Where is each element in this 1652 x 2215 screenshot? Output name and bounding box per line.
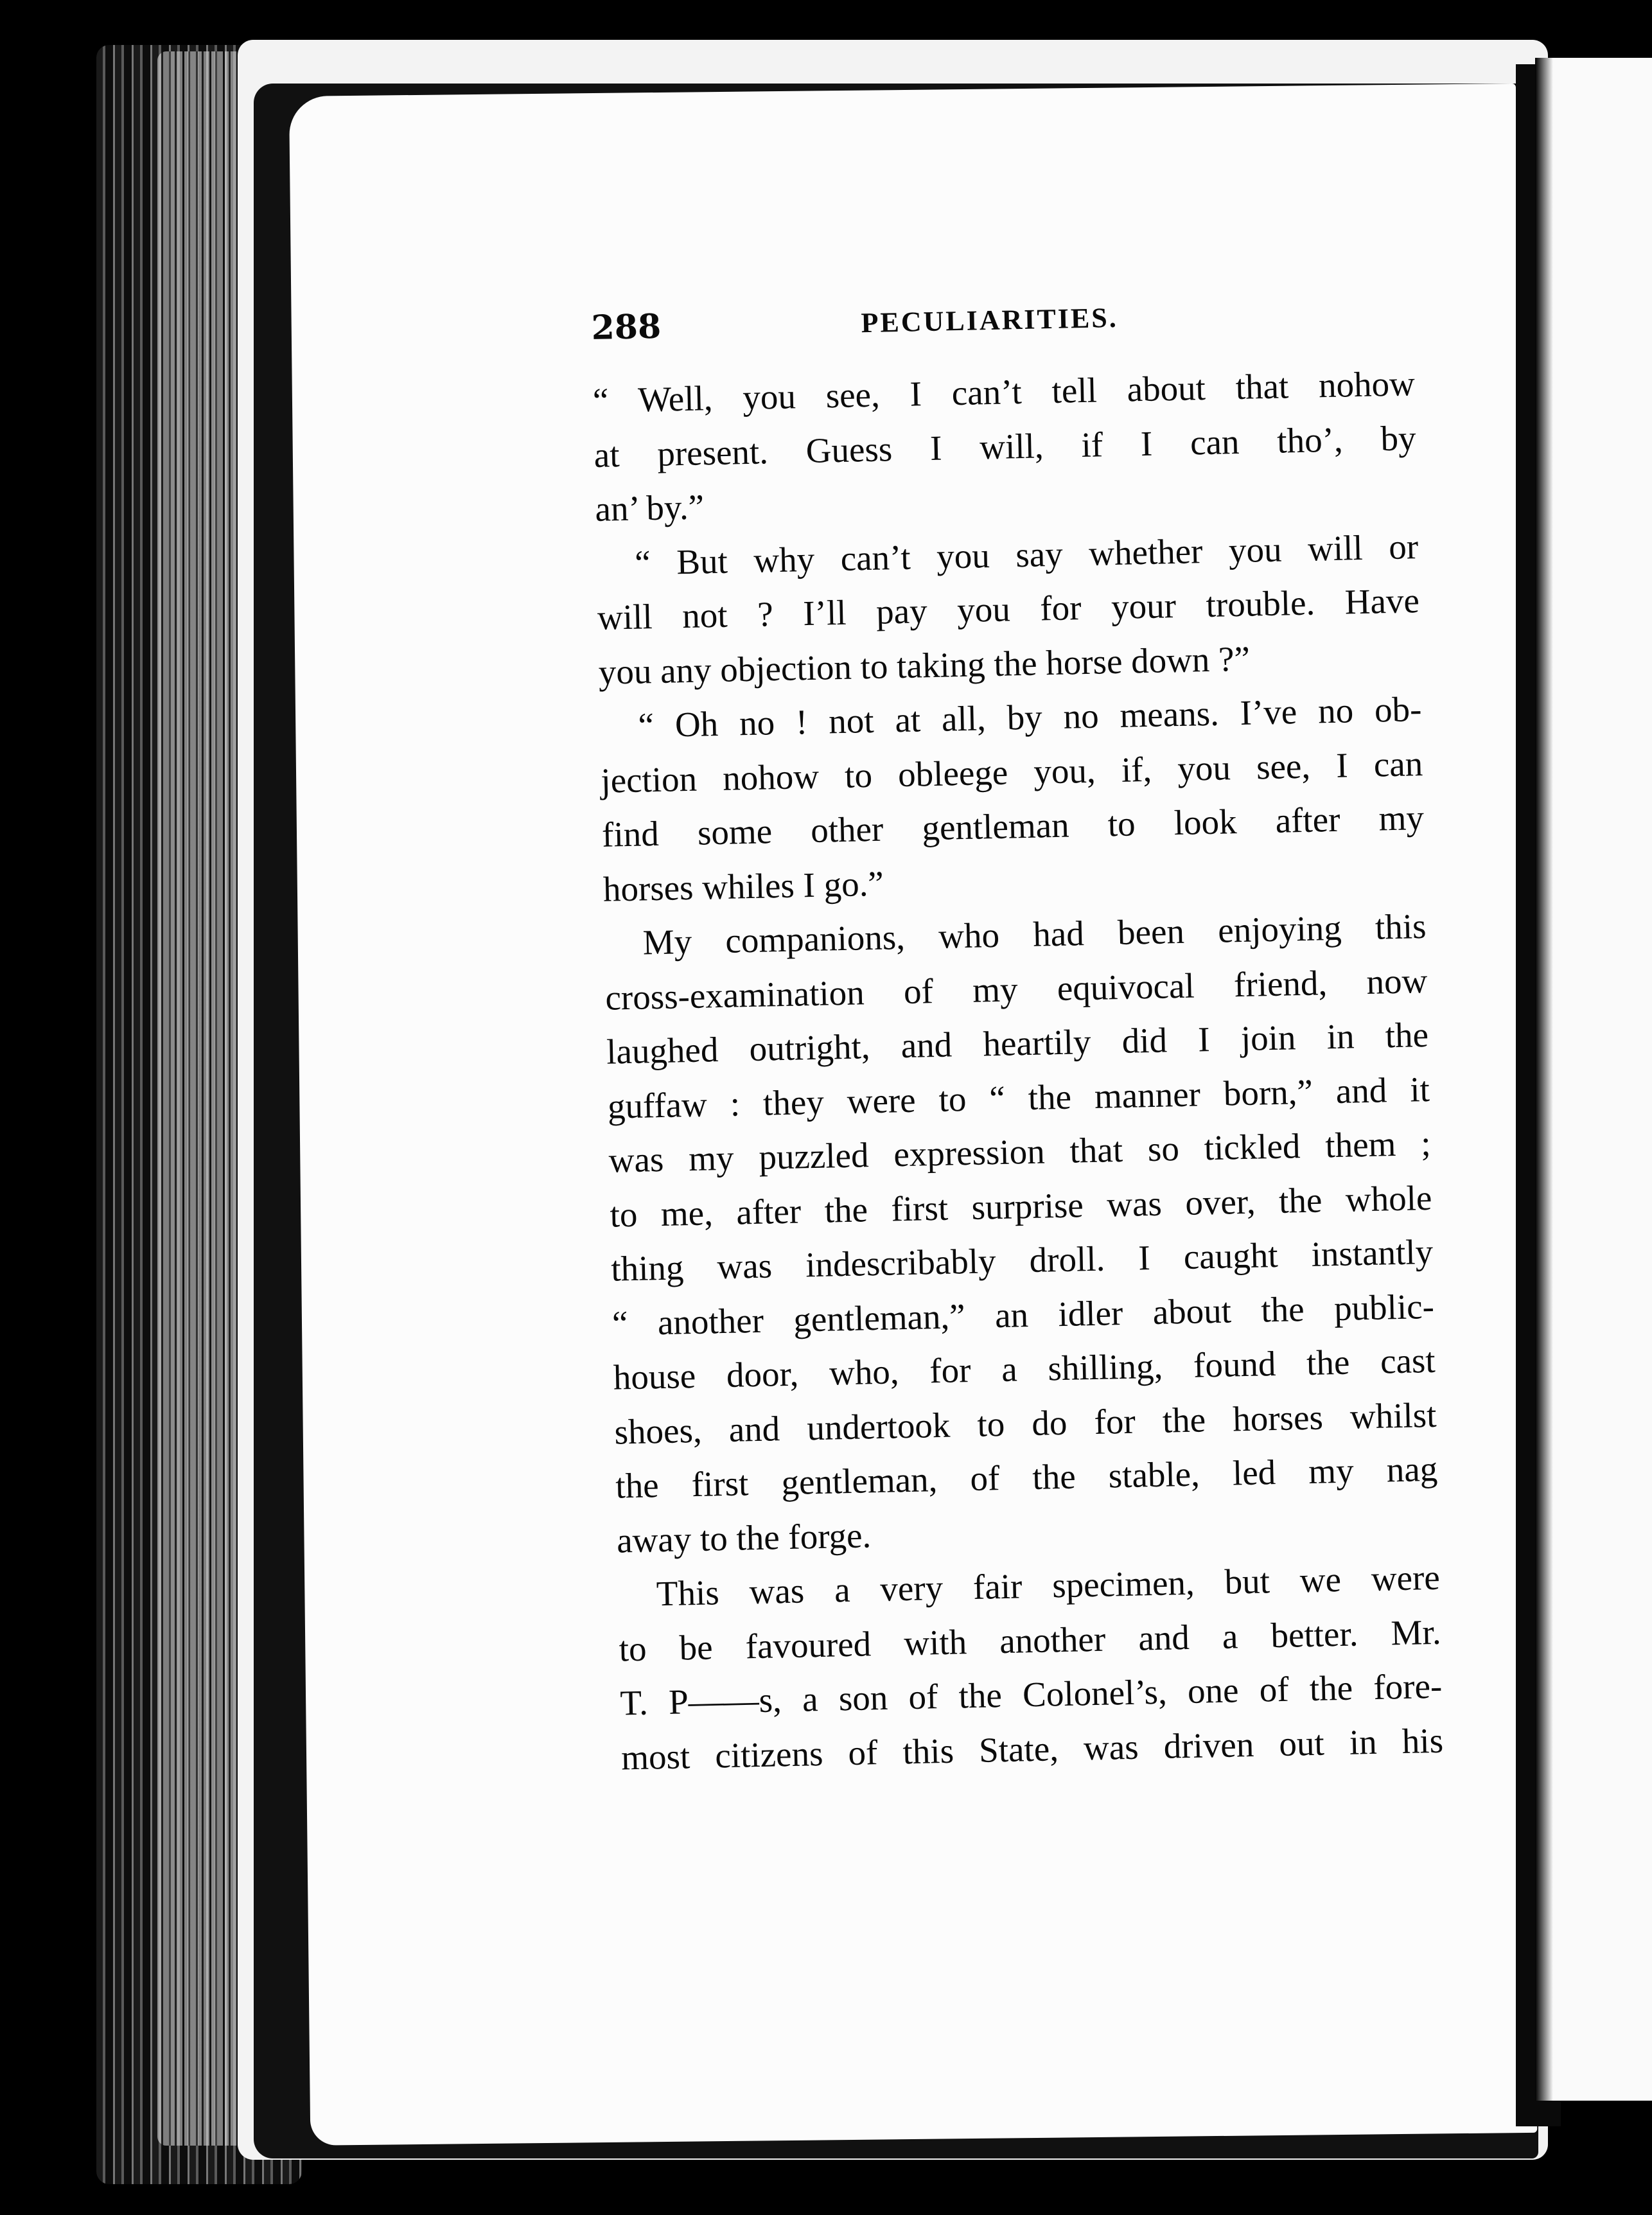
text-line: most citizens of this State, was driven out in his [620,1720,1444,1777]
text-line: will not ? I’ll pay you for your trouble. Have [597,581,1420,637]
text-line: “ Well, you see, I can’t tell about that nohow [592,364,1416,420]
text-line: to me, after the first surprise was over, the whole [609,1178,1432,1235]
text-line: away to the forge. [616,1515,872,1560]
text-line: to be favoured with another and a better. Mr. [619,1612,1442,1669]
text-line: you any objection to taking the horse down ?” [598,639,1251,692]
text-line: house door, who, for a shilling, found the cast [613,1340,1436,1397]
text-line: find some other gentleman to look after my [601,798,1425,854]
text-line: was my puzzled expression that so tickled them ; [608,1123,1432,1180]
text-line: at present. Guess I will, if I can tho’, by [593,418,1417,475]
text-line: “ But why can’t you say whether you will or [634,526,1419,583]
text-line: cross-examination of my equivocal friend, now [604,960,1428,1018]
text-line: My companions, who had been enjoying this [642,906,1427,962]
text-line: T. P——s, a son of the Colonel’s, one of the fore- [619,1666,1443,1723]
text-line: guffaw : they were to “ the manner born,” and it [607,1069,1430,1126]
text-line: “ another gentleman,” an idler about the public- [611,1286,1435,1343]
text-line: the first gentleman, of the stable, led my nag [615,1449,1438,1506]
page-number: 288 [591,306,662,348]
text-line: This was a very fair specimen, but we were [656,1557,1441,1614]
text-line: an’ by.” [594,487,705,529]
text-line: horses whiles I go.” [602,863,884,909]
text-line: jection nohow to obleege you, if, you see, I can [600,743,1423,800]
facing-page-shadow [1535,58,1553,2101]
running-title: PECULIARITIES. [861,301,1119,339]
body-text [592,357,1444,1785]
text-line: thing was indescribably droll. I caught instantly [610,1231,1434,1289]
text-line: “ Oh no ! not at all, by no means. I’ve no ob- [637,689,1422,745]
text-line: laughed outright, and heartily did I join in the [606,1014,1429,1072]
text-line: shoes, and undertook to do for the horses whilst [613,1395,1437,1452]
page-text-block [591,291,1444,1785]
